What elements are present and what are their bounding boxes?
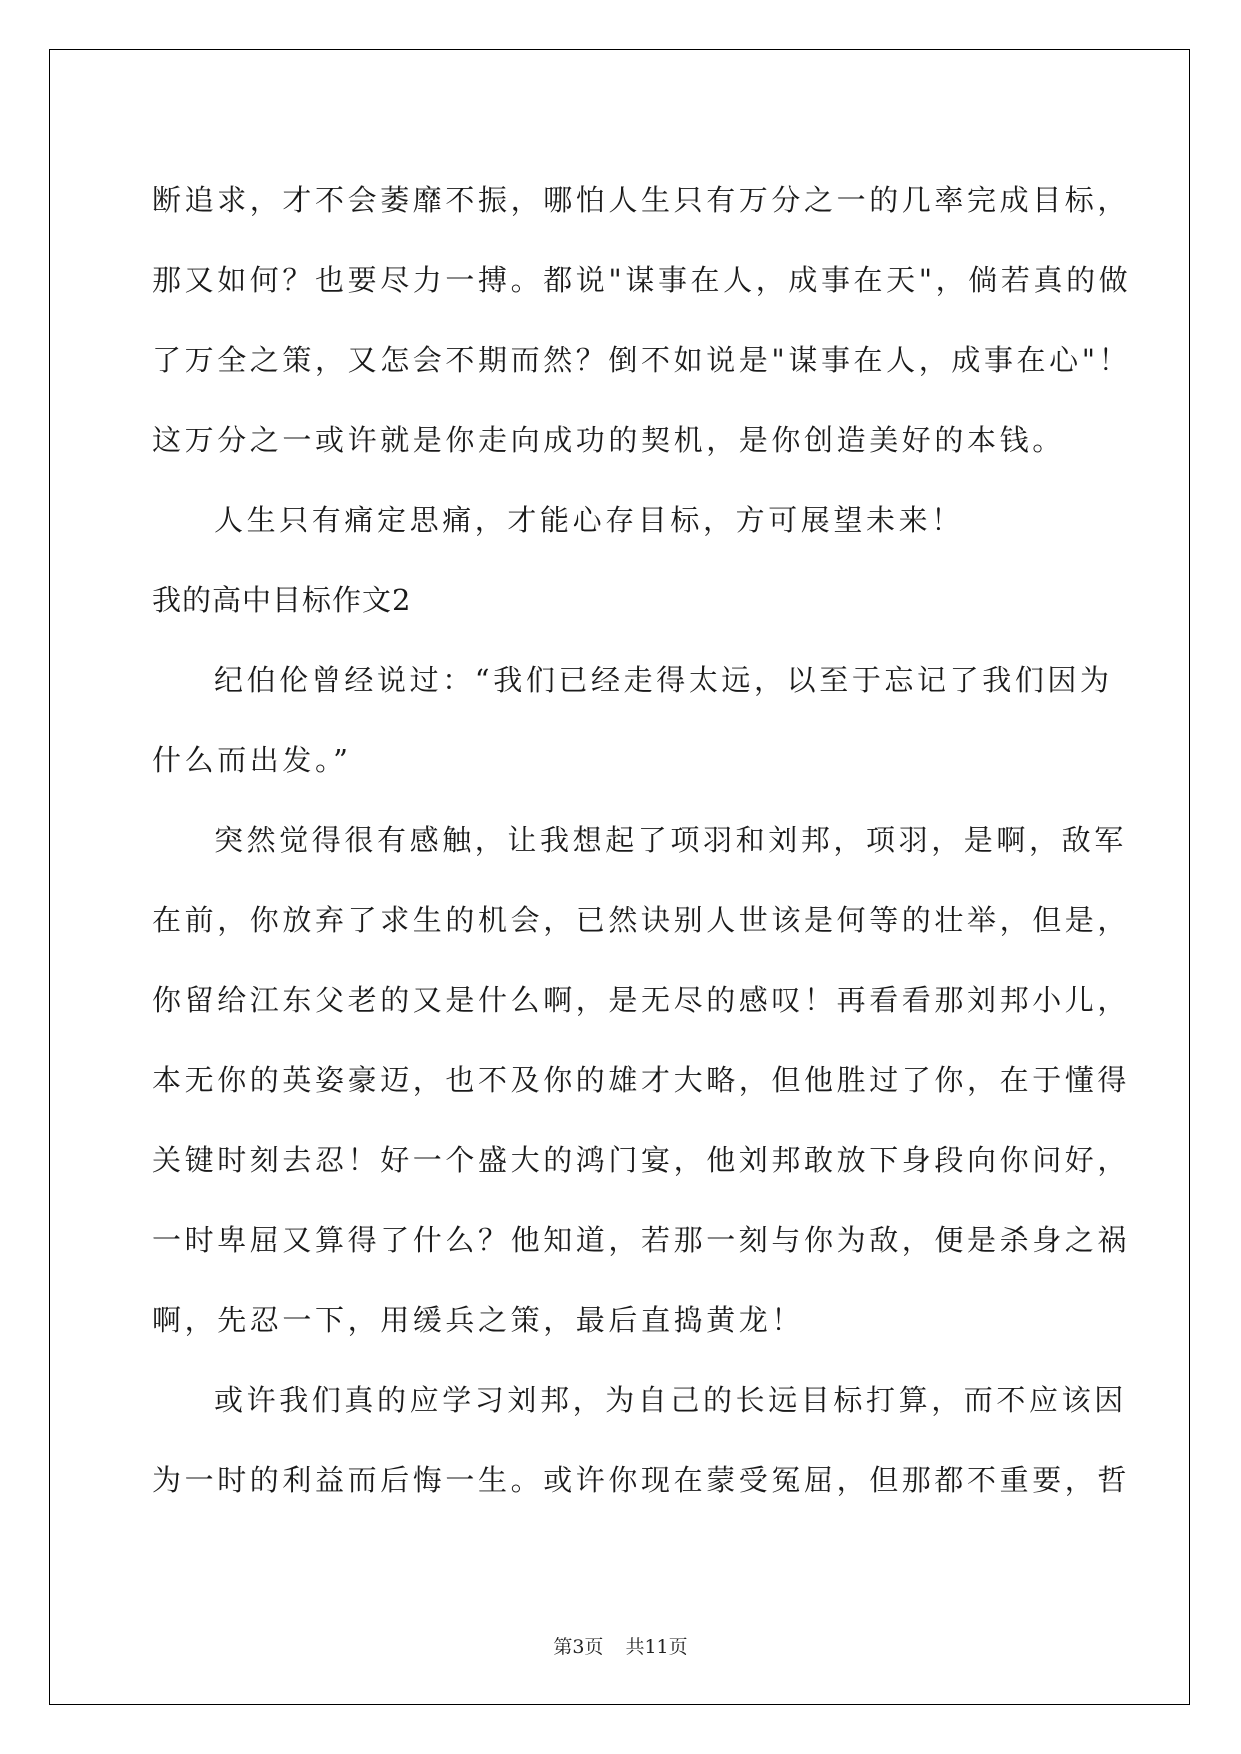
section-heading: 我的高中目标作文2	[152, 583, 412, 617]
text-line: 关键时刻去忍！好一个盛大的鸿门宴，他刘邦敢放下身段向你问好，	[152, 1143, 1131, 1177]
page-footer	[0, 1632, 1241, 1659]
total-pages: 共11页	[625, 1636, 688, 1658]
text-line: 了万全之策，又怎会不期而然？倒不如说是"谋事在人，成事在心"！	[152, 343, 1132, 377]
paragraph-start-line: 人生只有痛定思痛，才能心存目标，方可展望未来！	[214, 503, 964, 537]
paragraph-start-line: 或许我们真的应学习刘邦，为自己的长远目标打算，而不应该因	[214, 1383, 1127, 1417]
text-line: 什么而出发。”	[152, 743, 352, 777]
text-line: 断追求，才不会萎靡不振，哪怕人生只有万分之一的几率完成目标，	[152, 183, 1131, 217]
paragraph-start-line: 突然觉得很有感触，让我想起了项羽和刘邦，项羽，是啊，敌军	[214, 823, 1127, 857]
page-number: 第3页	[553, 1636, 604, 1658]
text-line: 在前，你放弃了求生的机会，已然诀别人世该是何等的壮举，但是，	[152, 903, 1131, 937]
document-body	[152, 160, 1132, 1520]
text-line: 这万分之一或许就是你走向成功的契机，是你创造美好的本钱。	[152, 423, 1065, 457]
text-line: 你留给江东父老的又是什么啊，是无尽的感叹！再看看那刘邦小儿，	[152, 983, 1131, 1017]
text-line: 那又如何？也要尽力一搏。都说"谋事在人，成事在天"，倘若真的做	[152, 263, 1132, 297]
text-line: 啊，先忍一下，用缓兵之策，最后直捣黄龙！	[152, 1303, 805, 1337]
text-line: 为一时的利益而后悔一生。或许你现在蒙受冤屈，但那都不重要，哲	[152, 1463, 1131, 1497]
text-line: 一时卑屈又算得了什么？他知道，若那一刻与你为敌，便是杀身之祸	[152, 1223, 1131, 1257]
paragraph-start-line: 纪伯伦曾经说过：“我们已经走得太远，以至于忘记了我们因为	[214, 663, 1113, 697]
text-line: 本无你的英姿豪迈，也不及你的雄才大略，但他胜过了你，在于懂得	[152, 1063, 1131, 1097]
